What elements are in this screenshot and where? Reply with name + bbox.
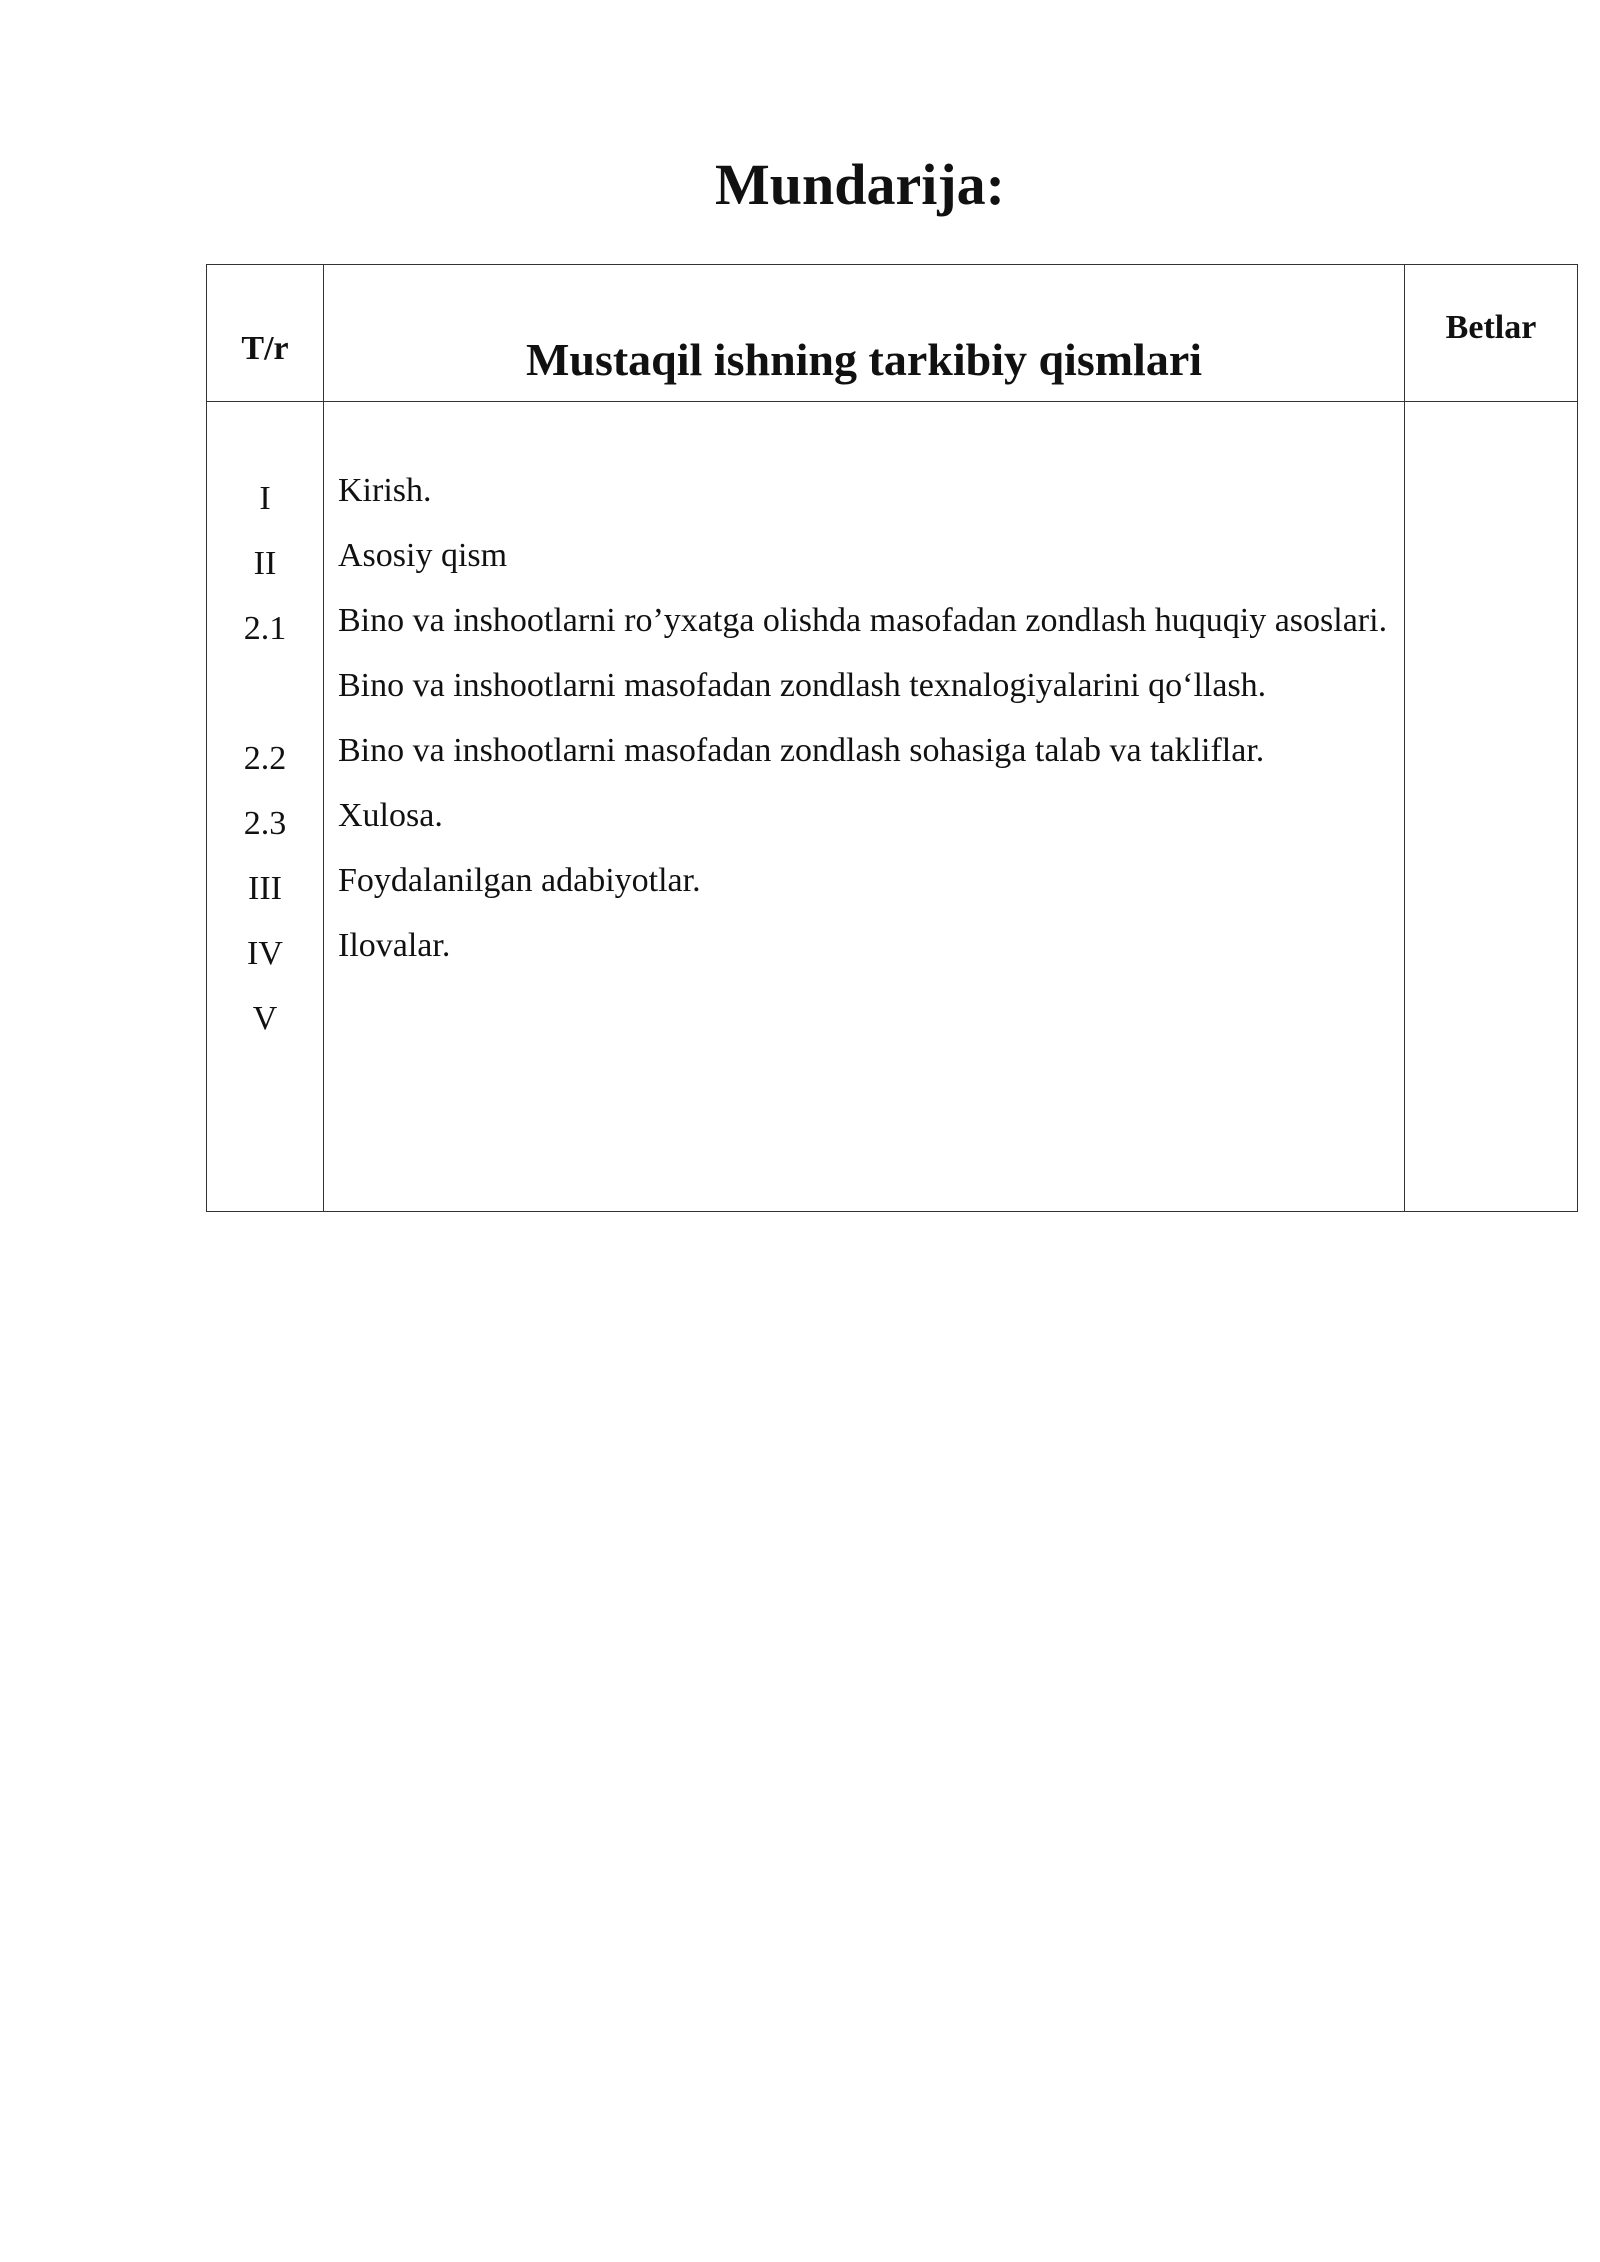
pages-column <box>1405 402 1578 1212</box>
entry-title: Bino va inshootlarni masofadan zondlash texnalogiyalarini qo‘llash. <box>338 667 1267 704</box>
entry-number: V <box>252 1000 278 1037</box>
table-header-row <box>207 265 1578 402</box>
entry-title: Bino va inshootlarni ro’yxatga olishda masofadan zondlash huquqiy asoslari. <box>338 602 1388 639</box>
entry-title: Asosiy qism <box>338 537 508 574</box>
title-column <box>324 402 1405 1212</box>
header-title: Mustaqil ishning tarkibiy qismlari <box>324 265 1405 402</box>
entry-number: I <box>259 480 271 517</box>
entry-title: Bino va inshootlarni masofadan zondlash sohasiga talab va takliflar. <box>338 732 1265 769</box>
entry-number: 2.3 <box>243 805 287 842</box>
page-title: Mundarija: <box>715 152 1005 217</box>
entry-number: 2.2 <box>243 740 287 777</box>
entry-title: Ilovalar. <box>338 927 451 964</box>
entry-title: Xulosa. <box>338 797 443 834</box>
entry-title: Kirish. <box>338 472 432 509</box>
entry-title: Foydalanilgan adabiyotlar. <box>338 862 701 899</box>
entry-number: IV <box>247 935 283 972</box>
number-column <box>207 402 324 1212</box>
entry-number: 2.1 <box>243 610 287 647</box>
table-of-contents <box>206 264 1578 1212</box>
table-body-row <box>207 402 1578 1212</box>
entry-number: II <box>253 545 277 582</box>
entry-number-spacer <box>207 661 323 726</box>
entry-number: III <box>248 870 282 907</box>
header-number: T/r <box>207 265 324 402</box>
header-pages: Betlar <box>1405 265 1578 402</box>
